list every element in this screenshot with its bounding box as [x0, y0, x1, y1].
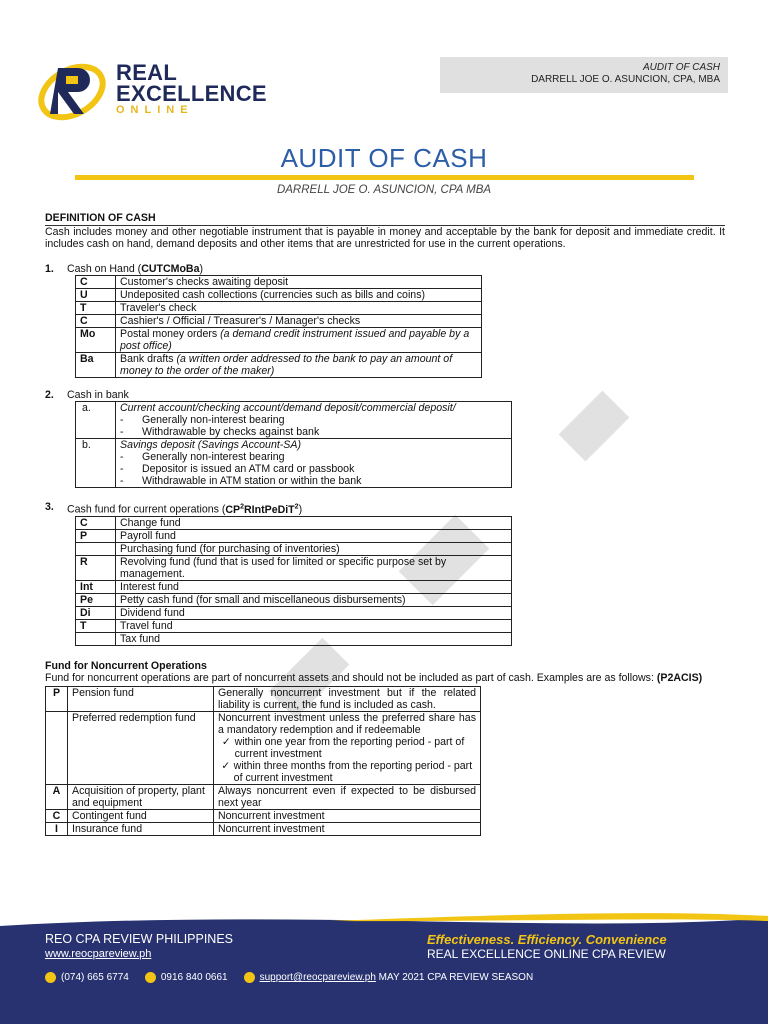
- row-description: [116, 402, 512, 439]
- section-1-close: ): [199, 263, 203, 275]
- row-fund-name: Contingent fund: [68, 809, 214, 822]
- footer-slogan: Effectiveness. Efficiency. Convenience: [427, 932, 667, 947]
- row-code: [46, 711, 68, 784]
- noncurrent-heading: Fund for Noncurrent Operations: [45, 659, 207, 672]
- row-code: U: [76, 289, 116, 302]
- row-code: [76, 632, 116, 645]
- noncurrent-text: Fund for noncurrent operations are part of noncurrent assets and should not be included as part of cash. Examples are as follows: (P2ACIS): [45, 671, 703, 684]
- section-1-acronym: CUTCMoBa: [141, 263, 200, 275]
- table-row: [76, 580, 512, 593]
- logo-text-online: ONLINE: [116, 104, 194, 116]
- row-fund-name: Insurance fund: [68, 822, 214, 835]
- footer-mobile: 0916 840 0661: [160, 972, 228, 983]
- row-description-text: Noncurrent investment: [218, 809, 325, 822]
- row-code: C: [76, 516, 116, 529]
- row-code: T: [76, 619, 116, 632]
- row-description: [116, 328, 482, 353]
- table-row: [76, 315, 482, 328]
- page-title: AUDIT OF CASH: [280, 143, 488, 173]
- list-item-text: Generally non-interest bearing: [142, 414, 285, 426]
- list-item: [120, 426, 507, 438]
- section-3-acronym: $CP^2RIntPeDiT^2$: [225, 503, 299, 516]
- row-title: Savings deposit (Savings Account-SA): [120, 439, 301, 451]
- row-description: Change fund: [116, 516, 512, 529]
- row-description-text: Noncurrent investment unless the preferred share has a mandatory redemption and if redeemable: [218, 711, 476, 736]
- section-3-label: Cash fund for current operations (: [67, 503, 226, 516]
- list-item: [120, 463, 507, 475]
- section-1-label: Cash on Hand (: [67, 263, 142, 275]
- row-description: Purchasing fund (for purchasing of inventories): [116, 542, 512, 555]
- row-description: [214, 822, 481, 835]
- row-description-text: Postal money orders: [120, 328, 221, 340]
- header-doc-label: AUDIT OF CASH: [642, 62, 720, 73]
- header-info-box: [440, 57, 728, 93]
- row-code: P: [76, 529, 116, 542]
- row-description-text: Bank drafts: [120, 353, 177, 365]
- row-description: [116, 315, 482, 328]
- list-item-text: Withdrawable by checks against bank: [142, 426, 320, 438]
- row-code: Pe: [76, 593, 116, 606]
- footer-org-name: REO CPA REVIEW PHILIPPINES: [45, 932, 234, 946]
- footer-website-link[interactable]: www.reocpareview.ph: [45, 948, 152, 960]
- row-description: [116, 439, 512, 488]
- section-3-heading: [45, 501, 725, 516]
- row-code: Mo: [76, 328, 116, 353]
- row-description-text: Traveler's check: [120, 302, 197, 314]
- table-row: [76, 529, 512, 542]
- title-underline: [75, 175, 694, 180]
- table-row: [76, 606, 512, 619]
- row-description: Payroll fund: [116, 529, 512, 542]
- table-row: [76, 289, 482, 302]
- mobile-icon: [145, 972, 156, 983]
- row-description: [214, 686, 481, 711]
- header-author-label: DARRELL JOE O. ASUNCION, CPA, MBA: [531, 74, 720, 85]
- table-row: [46, 784, 481, 809]
- row-description: [214, 711, 481, 784]
- table-row: [76, 402, 512, 439]
- section-1-heading: [45, 263, 725, 275]
- row-code: C: [76, 276, 116, 289]
- list-item: [120, 475, 507, 487]
- row-description-text: Noncurrent investment: [218, 822, 325, 835]
- dash-bullet: -: [120, 451, 124, 463]
- table-row: [76, 353, 482, 378]
- cash-on-hand-table: [75, 275, 482, 378]
- noncurrent-acronym: (P2ACIS): [656, 671, 703, 684]
- row-description: [116, 302, 482, 315]
- row-description-text: Customer's checks awaiting deposit: [120, 276, 289, 288]
- row-description: [116, 276, 482, 289]
- dash-bullet: -: [120, 475, 124, 487]
- dash-bullet: -: [120, 426, 124, 438]
- footer-online-name: REAL EXCELLENCE ONLINE CPA REVIEW: [427, 947, 666, 961]
- row-description: Revolving fund (fund that is used for limited or specific purpose set by management.: [116, 555, 512, 580]
- row-code: b.: [76, 439, 116, 488]
- row-code: P: [46, 686, 68, 711]
- section-1-number: 1.: [45, 263, 54, 275]
- row-description: [116, 353, 482, 378]
- row-fund-name: Preferred redemption fund: [68, 711, 214, 784]
- table-row: [76, 542, 512, 555]
- table-row: [76, 593, 512, 606]
- row-code: [76, 542, 116, 555]
- footer-contacts: [45, 972, 533, 983]
- definition-text: Cash includes money and other negotiable instrument that is payable in money and acceptable by the bank for deposit and immediate credit. It includes cash on hand, demand deposits and other items that are unrestricted for use in the current operations.: [45, 226, 725, 250]
- list-item: [120, 414, 507, 426]
- section-2-number: 2.: [45, 389, 54, 401]
- cash-in-bank-table: [75, 401, 512, 488]
- row-fund-name: Acquisition of property, plant and equipment: [68, 784, 214, 809]
- table-row: [76, 328, 482, 353]
- row-code: Di: [76, 606, 116, 619]
- row-description-note: (a written order addressed to the bank to pay an amount of money to the order of the maker): [120, 353, 453, 377]
- row-description: Tax fund: [116, 632, 512, 645]
- row-description-text: Cashier's / Official / Treasurer's / Manager's checks: [120, 315, 361, 327]
- row-code: Ba: [76, 353, 116, 378]
- row-description: Petty cash fund (for small and miscellaneous disbursements): [116, 593, 512, 606]
- current-operations-fund-table: [75, 516, 512, 646]
- row-code: Int: [76, 580, 116, 593]
- table-row: [76, 619, 512, 632]
- row-description-text: Undeposited cash collections (currencies such as bills and coins): [120, 289, 426, 301]
- section-3-number: 3.: [45, 501, 54, 513]
- row-code: R: [76, 555, 116, 580]
- row-code: A: [46, 784, 68, 809]
- table-row: [46, 822, 481, 835]
- row-description: Dividend fund: [116, 606, 512, 619]
- logo-text-excellence: EXCELLENCE: [116, 81, 267, 106]
- table-row: [76, 302, 482, 315]
- table-row: [76, 555, 512, 580]
- row-description-text: Generally noncurrent investment but if the related liability is current, the fund is included as cash.: [218, 686, 476, 711]
- table-row: [76, 516, 512, 529]
- dash-bullet: -: [120, 463, 124, 475]
- table-row: [76, 632, 512, 645]
- row-description: [214, 784, 481, 809]
- row-code: I: [46, 822, 68, 835]
- list-item-text: within one year from the reporting period - part of current investment: [234, 735, 465, 760]
- row-description: [116, 289, 482, 302]
- page-subtitle: DARRELL JOE O. ASUNCION, CPA MBA: [276, 184, 492, 196]
- list-item-text: Withdrawable in ATM station or within the bank: [142, 475, 362, 487]
- document-body: [45, 212, 725, 836]
- page-footer: [0, 912, 768, 1024]
- row-description-text: Always noncurrent even if expected to be disbursed next year: [218, 784, 476, 809]
- section-2-label: Cash in bank: [67, 389, 129, 401]
- list-item-text: Depositor is issued an ATM card or passbook: [142, 463, 355, 475]
- footer-email-link[interactable]: support@reocpareview.ph: [259, 972, 376, 983]
- section-3-close: ): [298, 503, 303, 516]
- row-description: Travel fund: [116, 619, 512, 632]
- checkmark-icon: ✓: [221, 735, 231, 748]
- table-row: [46, 711, 481, 784]
- table-row: [46, 809, 481, 822]
- footer-phone: (074) 665 6774: [61, 972, 129, 983]
- email-icon: [244, 972, 255, 983]
- table-row: [76, 276, 482, 289]
- table-row: [46, 686, 481, 711]
- dash-bullet: -: [120, 414, 124, 426]
- table-row: [76, 439, 512, 488]
- phone-icon: [45, 972, 56, 983]
- definition-heading: DEFINITION OF CASH: [45, 212, 725, 226]
- row-fund-name: Pension fund: [68, 686, 214, 711]
- row-description: [214, 809, 481, 822]
- list-item: [218, 736, 476, 760]
- row-code: C: [76, 315, 116, 328]
- list-item: [120, 451, 507, 463]
- list-item-text: within three months from the reporting period - part of current investment: [233, 759, 473, 784]
- logo-text-real: REAL: [116, 60, 178, 85]
- row-description-note: (a demand credit instrument issued and payable by a post office): [120, 328, 470, 352]
- reo-logo-icon: [36, 54, 112, 124]
- row-code: C: [46, 809, 68, 822]
- list-item-text: Generally non-interest bearing: [142, 451, 285, 463]
- row-description: Interest fund: [116, 580, 512, 593]
- footer-season: MAY 2021 CPA REVIEW SEASON: [375, 972, 534, 983]
- list-item: [218, 760, 476, 784]
- noncurrent-fund-table: [45, 686, 481, 836]
- section-2-heading: [45, 389, 725, 401]
- reo-logo: [36, 54, 306, 124]
- checkmark-icon: ✓: [221, 759, 231, 772]
- row-title: Current account/checking account/demand deposit/commercial deposit/: [120, 402, 456, 414]
- row-code: T: [76, 302, 116, 315]
- row-code: a.: [76, 402, 116, 439]
